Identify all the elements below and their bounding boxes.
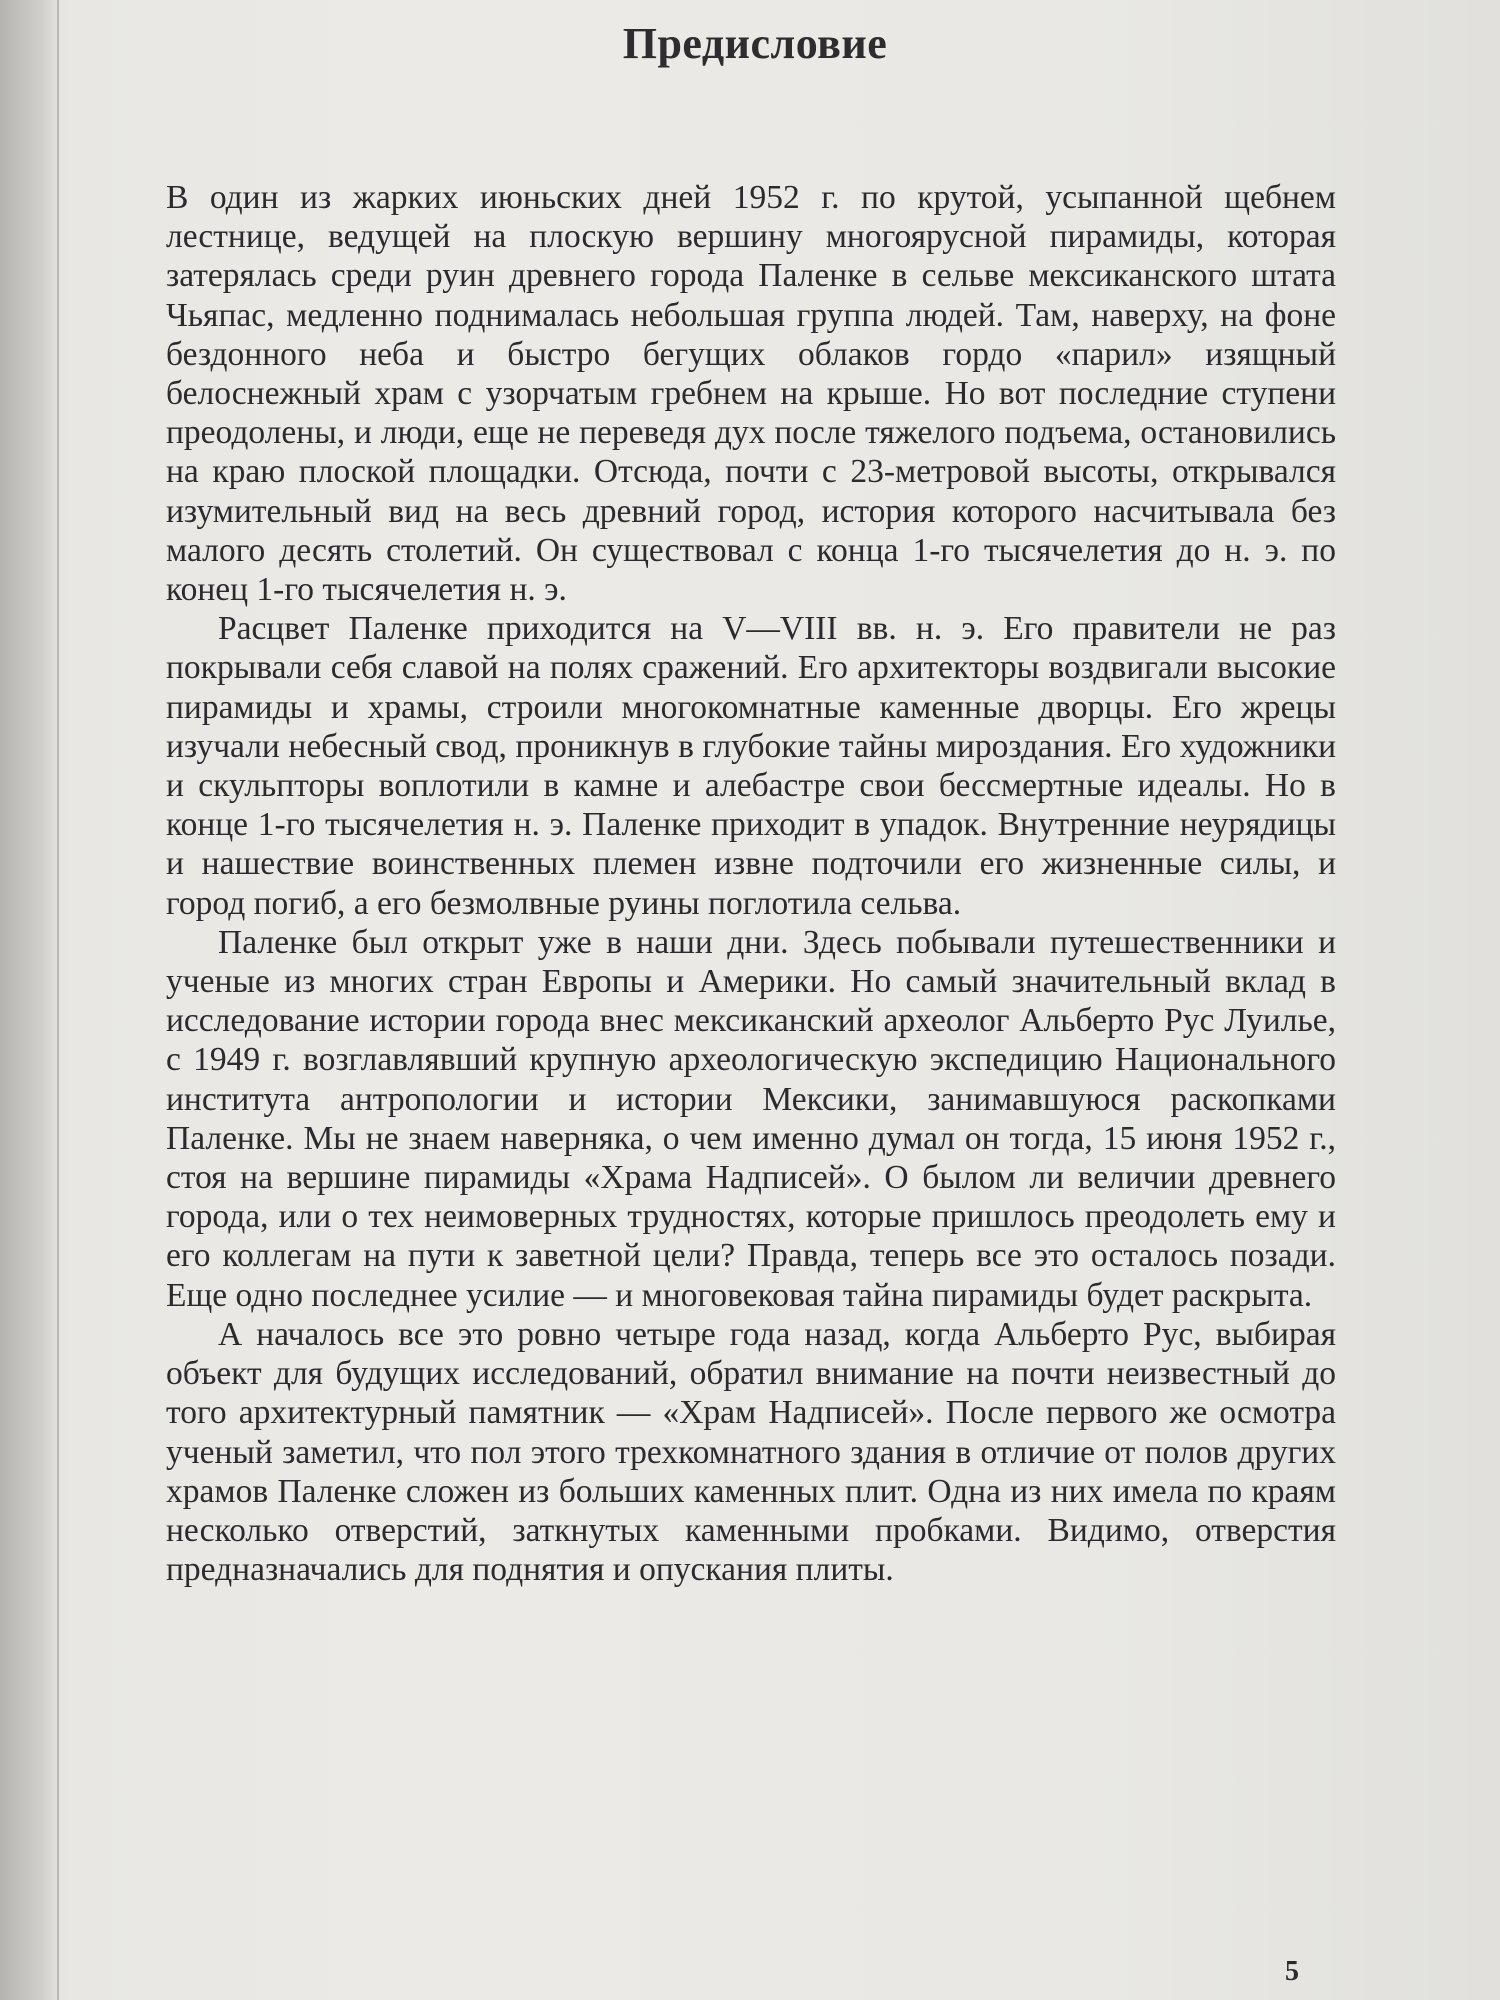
book-spine-shadow (0, 0, 58, 2000)
body-text (166, 178, 1336, 1589)
paragraph-1: В один из жарких июньских дней 1952 г. по крутой, усыпанной щебнем лестнице, ведущей на плоскую вершину многоярусной пирамиды, которая затерялась среди руин древнего города Паленке в сельве мексиканского штата Чьяпас, медленно поднималась небольшая группа людей. Там, наверху, на фоне бездонного неба и быстро бегущих облаков гордо «парил» изящный белоснежный храм с узорчатым гребнем на крыше. Но вот последние ступени преодолены, и люди, еще не переведя дух после тяжелого подъема, остановились на краю плоской площадки. Отсюда, почти с 23-метровой высоты, открывался изумительный вид на весь древний город, история которого насчитывала без малого десять столетий. Он существовал с конца 1-го тысячелетия до н. э. по конец 1-го тысячелетия н. э. (166, 179, 1336, 609)
chapter-title: Предисловие (622, 19, 888, 68)
paragraph-2: Расцвет Паленке приходится на V—VIII вв. н. э. Его правители не раз покрывали себя славой на полях сражений. Его архитекторы воздвигали высокие пирамиды и храмы, строили многокомнатные каменные дворцы. Его жрецы изучали небесный свод, проникнув в глубокие тайны мироздания. Его художники и скульпторы воплотили в камне и алебастре свои бессмертные идеалы. Но в конце 1-го тысячелетия н. э. Паленке приходит в упадок. Внутренние неурядицы и нашествие воинственных племен извне подточили его жизненные силы, и город погиб, а его безмолвные руины поглотила сельва. (166, 610, 1336, 922)
paragraph-3: Паленке был открыт уже в наши дни. Здесь побывали путешественники и ученые из многих стран Европы и Америки. Но самый значительный вклад в исследование истории города внес мексиканский археолог Альберто Рус Луилье, с 1949 г. возглавлявший крупную археологическую экспедицию Национального института антропологии и истории Мексики, занимавшуюся раскопками Паленке. Мы не знаем наверняка, о чем именно думал он тогда, 15 июня 1952 г., стоя на вершине пирамиды «Храма Надписей». О былом ли величии древнего города, или о тех неимоверных трудностях, которые пришлось преодолеть ему и его коллегам на пути к заветной цели? Правда, теперь все это осталось позади. Еще одно последнее усилие — и многовековая тайна пирамиды будет раскрыта. (166, 923, 1336, 1314)
page-number: 5 (1285, 1956, 1299, 1987)
paragraph-4: А началось все это ровно четыре года назад, когда Альберто Рус, выбирая объект для будущих исследований, обратил внимание на почти неизвестный до того архитектурный памятник — «Храм Надписей». После первого же осмотра ученый заметил, что пол этого трехкомнатного здания в отличие от полов других храмов Паленке сложен из больших каменных плит. Одна из них имела по краям несколько отверстий, заткнутых каменными пробками. Видимо, отверстия предназначались для поднятия и опускания плиты. (166, 1315, 1336, 1589)
page-fold-line (57, 0, 59, 2000)
